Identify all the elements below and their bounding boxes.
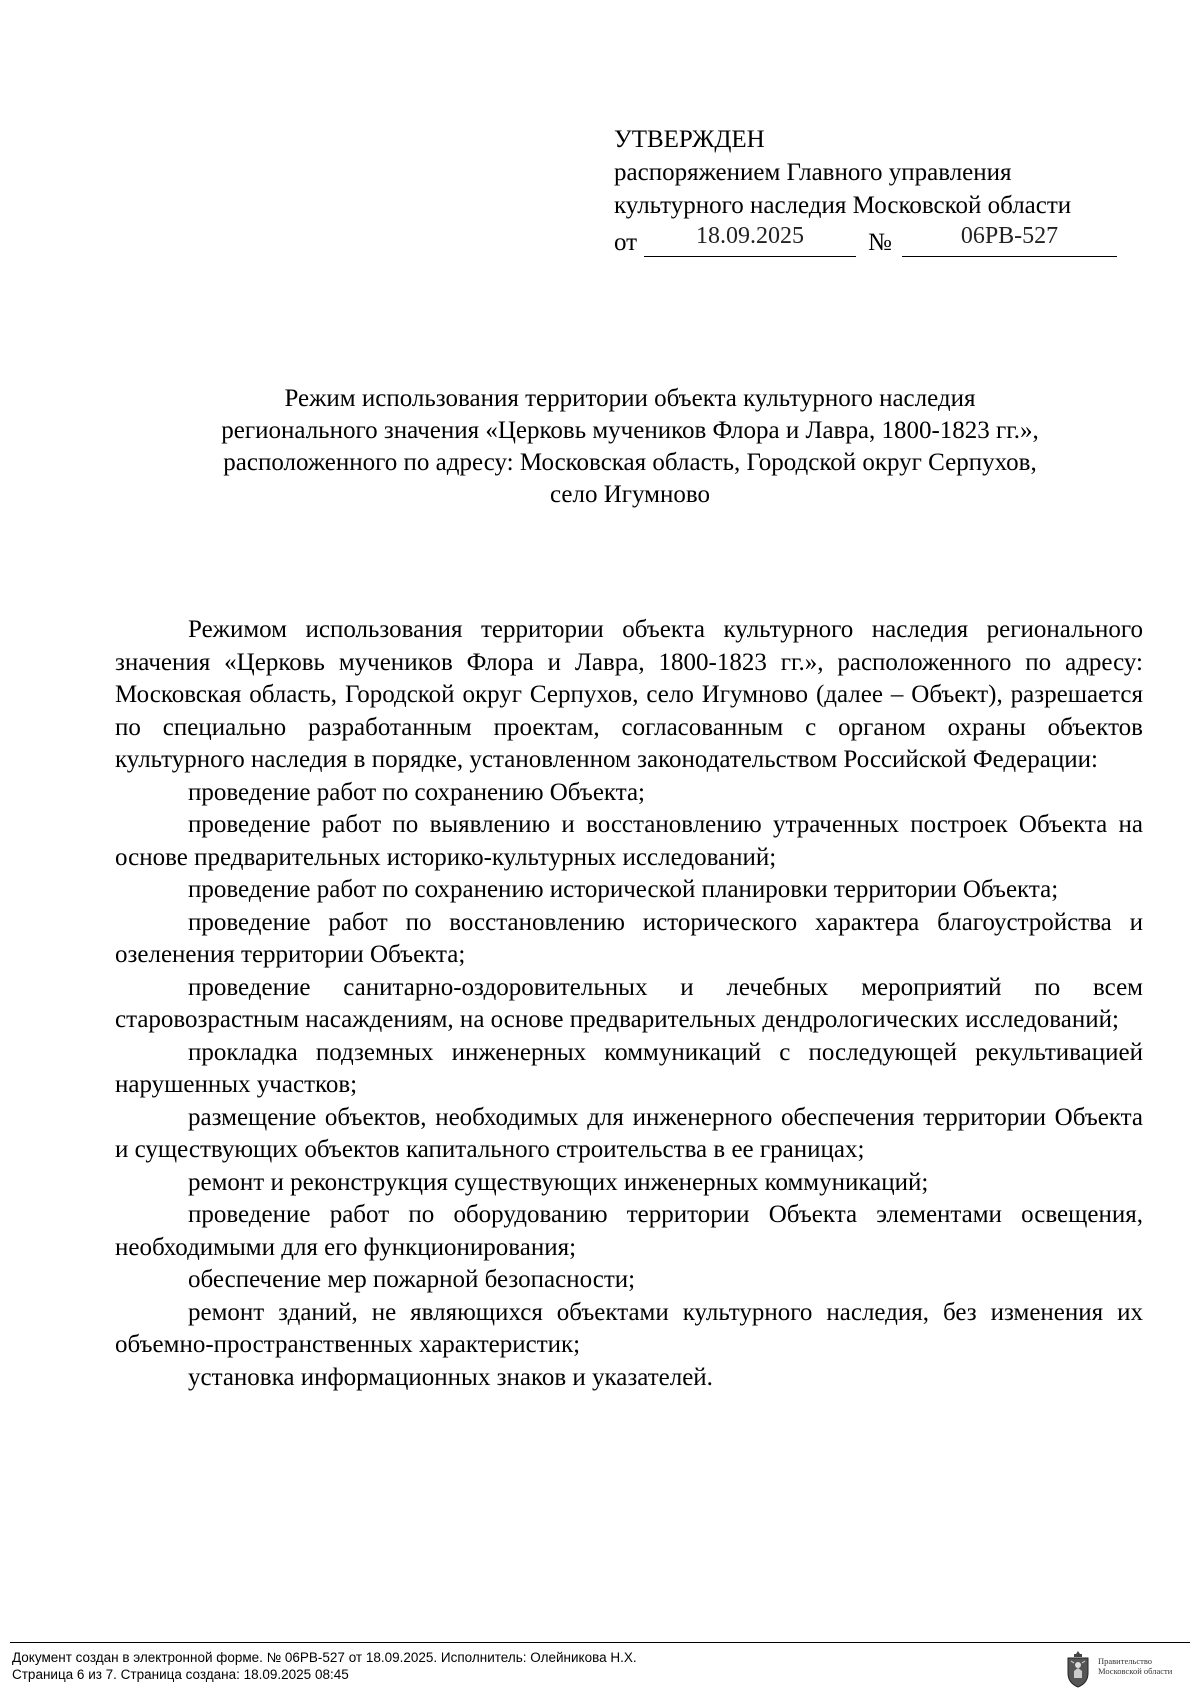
government-label <box>1098 1656 1172 1676</box>
document-title <box>115 383 1145 511</box>
approval-date-number <box>614 222 1174 258</box>
list-item: ремонт и реконструкция существующих инженерных коммуникаций; <box>188 1168 929 1196</box>
list-item: проведение работ по оборудованию территории Объекта элементами освещения, необходимыми для его функционирования; <box>115 1201 1143 1261</box>
date-label: от <box>614 229 638 256</box>
list-item: проведение работ по сохранению исторической планировки территории Объекта; <box>188 876 1059 903</box>
title-line: регионального значения «Церковь мучеников Флора и Лавра, 1800-1823 гг.», <box>221 417 1039 444</box>
gov-line2: Московской области <box>1098 1666 1173 1676</box>
title-line: село Игумново <box>549 481 711 508</box>
title-line: расположенного по адресу: Московская область, Городской округ Серпухов, <box>223 449 1037 476</box>
footer-line2: Страница 6 из 7. Страница создана: 18.09.2025 08:45 <box>12 1667 349 1682</box>
list-item: проведение работ по сохранению Объекта; <box>188 778 646 806</box>
date-field: 18.09.2025 <box>644 222 856 257</box>
list-item: обеспечение мер пожарной безопасности; <box>188 1266 636 1293</box>
approval-authority-line2: культурного наследия Московской области <box>614 192 1072 219</box>
number-field: 06РВ-527 <box>902 222 1117 257</box>
document-footer <box>0 1642 1200 1698</box>
coat-of-arms-icon <box>1063 1649 1093 1689</box>
number-label: № <box>868 229 892 256</box>
list-item: проведение работ по выявлению и восстановлению утраченных построек Объекта на основе предварительных историко-культурных исследований; <box>115 811 1143 871</box>
list-item: ремонт зданий, не являющихся объектами культурного наследия, без изменения их объемно-пространственных характеристик; <box>115 1298 1143 1358</box>
footer-line1: Документ создан в электронной форме. № 06РВ-527 от 18.09.2025. Исполнитель: Олейникова Н.Х. <box>12 1650 637 1665</box>
title-line: Режим использования территории объекта культурного наследия <box>284 385 976 412</box>
approval-heading: УТВЕРЖДЕН <box>614 126 765 153</box>
footer-divider <box>10 1642 1190 1643</box>
gov-line1: Правительство <box>1098 1656 1153 1666</box>
approval-stamp <box>614 123 1174 258</box>
footer-text <box>12 1649 637 1683</box>
list-item: проведение работ по восстановлению исторического характера благоустройства и озеленения территории Объекта; <box>115 908 1143 968</box>
approval-authority-line1: распоряжением Главного управления <box>614 159 1012 186</box>
document-body <box>115 614 1143 1394</box>
list-item: размещение объектов, необходимых для инженерного обеспечения территории Объекта и существующих объектов капитального строительства в ее границах; <box>115 1103 1143 1163</box>
list-item: прокладка подземных инженерных коммуникаций с последующей рекультивацией нарушенных участков; <box>115 1038 1143 1098</box>
intro-paragraph: Режимом использования территории объекта культурного наследия регионального значения «Церковь мучеников Флора и Лавра, 1800-1823 гг.», расположенного по адресу: Московская область, Городской округ Серпухов, село Игумново (далее – Объект), разрешается по специально разработанным проектам, согласованным с органом охраны объектов культурного наследия в порядке, установленном законодательством Российской Федерации: <box>115 616 1143 773</box>
list-item: установка информационных знаков и указателей. <box>188 1363 713 1391</box>
list-item: проведение санитарно-оздоровительных и лечебных мероприятий по всем старовозрастным насаждениям, на основе предварительных дендрологических исследований; <box>115 973 1143 1033</box>
